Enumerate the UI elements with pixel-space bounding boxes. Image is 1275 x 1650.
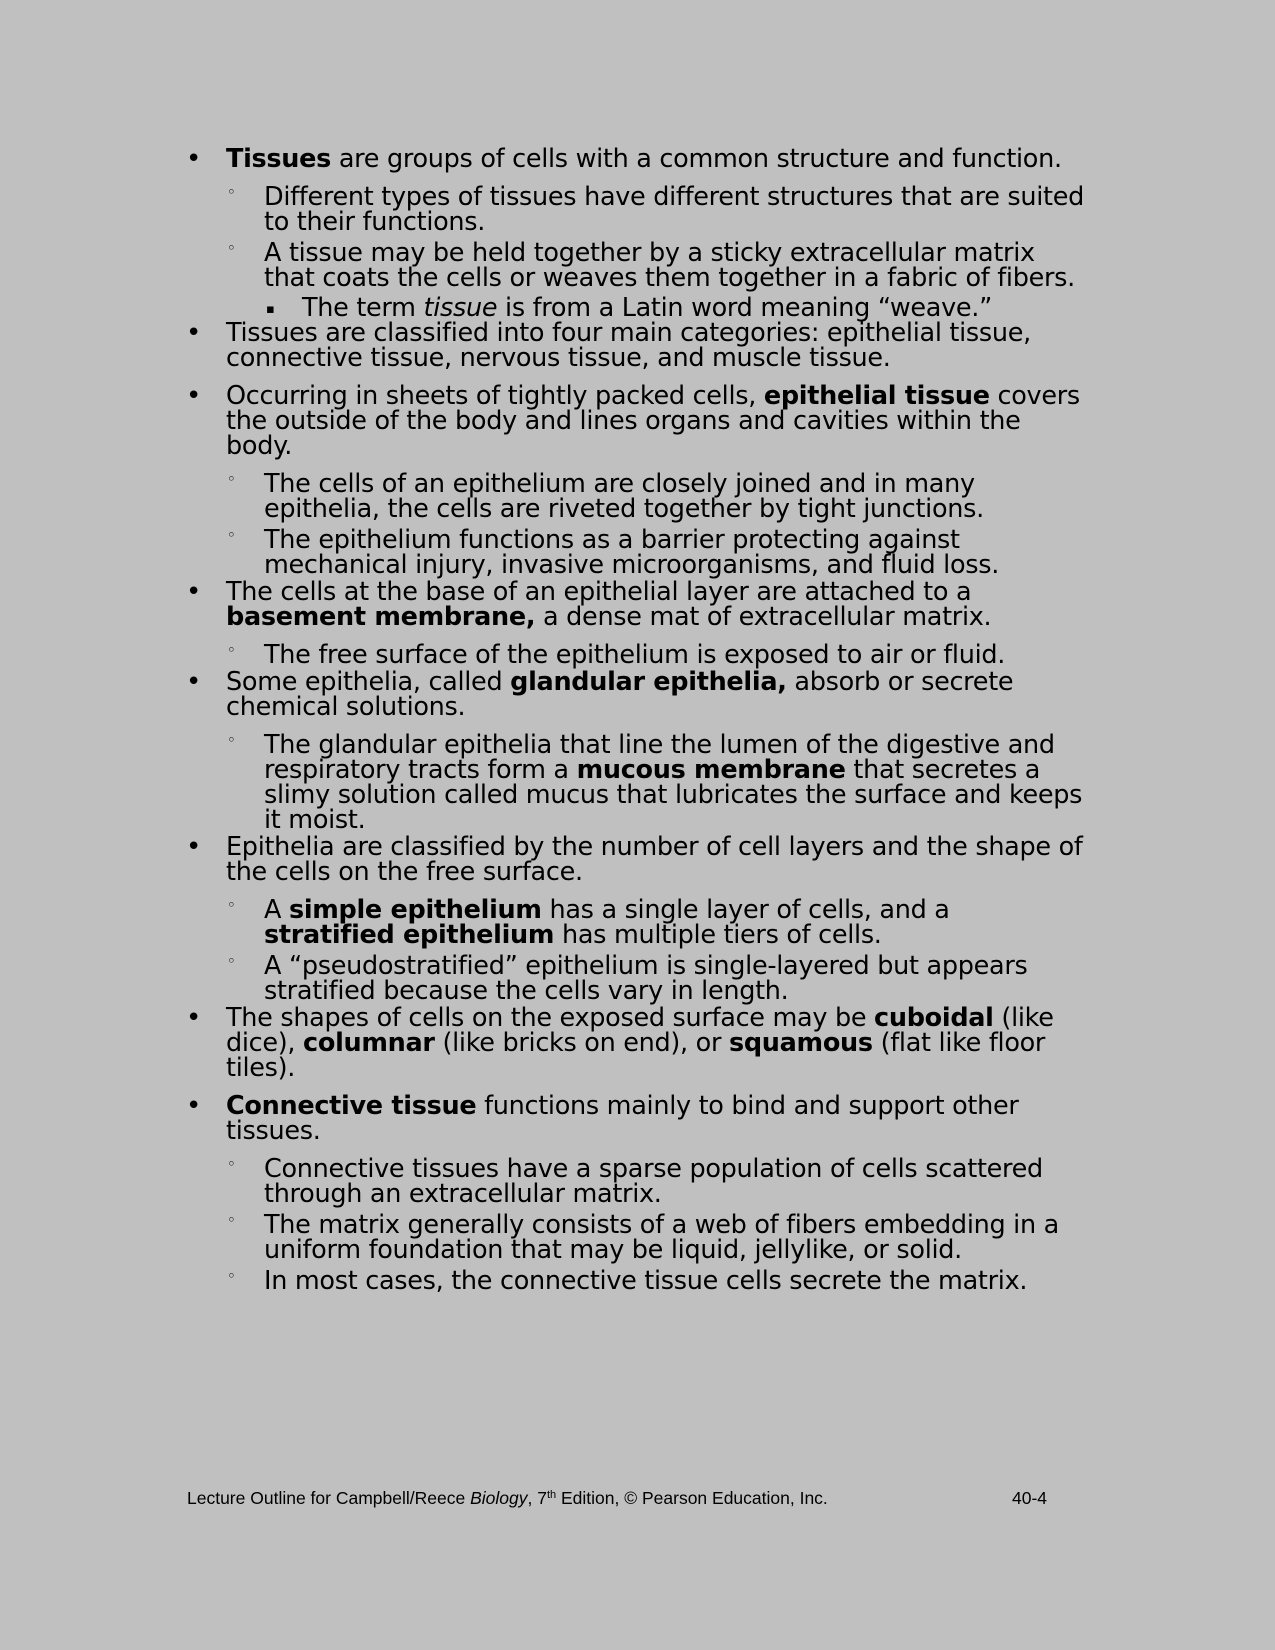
text-run: is from a Latin word meaning “weave.”	[497, 293, 992, 323]
bullet-icon: •	[186, 318, 202, 348]
outline-text	[226, 832, 1083, 887]
page-number: 40-4	[1012, 1488, 1048, 1508]
text-run: absorb or secrete chemical solutions.	[226, 667, 1014, 722]
footer-citation	[187, 1488, 828, 1509]
bold-term: squamous	[728, 1028, 873, 1058]
outline-item-level1	[186, 667, 1086, 722]
outline-item-level2	[186, 182, 1086, 237]
circle-bullet-icon: ◦	[227, 470, 236, 488]
outline-item-level2	[186, 469, 1086, 524]
outline-item-level1	[186, 577, 1086, 632]
outline-item-level1	[186, 381, 1086, 461]
circle-bullet-icon: ◦	[227, 1267, 236, 1285]
footer-sup: th	[546, 1489, 557, 1501]
circle-bullet-icon: ◦	[227, 183, 236, 201]
outline-text	[226, 381, 1080, 461]
footer-suffix: Edition, © Pearson Education, Inc.	[556, 1488, 828, 1508]
text-run: Different types of tissues have different structures that are suited to their functions.	[264, 182, 1084, 237]
bold-term: mucous membrane	[576, 755, 846, 785]
outline-text	[264, 469, 984, 524]
circle-bullet-icon: ◦	[227, 1155, 236, 1173]
text-run: A tissue may be held together by a sticky extracellular matrix that coats the cells or weaves them together in a fabric of fibers.	[264, 238, 1075, 293]
bullet-icon: •	[186, 667, 202, 697]
bold-term: basement membrane,	[226, 602, 536, 632]
text-run: functions mainly to bind and support other tissues.	[226, 1091, 1019, 1146]
text-run: Tissues are classified into four main categories: epithelial tissue, connective tissue, nervous tissue, and muscle tissue.	[226, 318, 1031, 373]
outline-text	[264, 238, 1075, 293]
text-run: The epithelium functions as a barrier protecting against mechanical injury, invasive microorganisms, and fluid loss.	[264, 525, 1000, 580]
bold-term: Tissues	[226, 144, 332, 174]
italic-term: tissue	[423, 293, 498, 323]
text-run: are groups of cells with a common structure and function.	[331, 144, 1062, 174]
bold-term: Connective tissue	[226, 1091, 477, 1121]
bold-term: cuboidal	[874, 1003, 994, 1033]
outline-text	[264, 640, 1005, 670]
bullet-icon: •	[186, 577, 202, 607]
outline-item-level2	[186, 525, 1086, 580]
outline-item-level2	[186, 1154, 1086, 1209]
outline-text	[226, 1091, 1019, 1146]
text-run: Epithelia are classified by the number of cell layers and the shape of the cells on the free surface.	[226, 832, 1083, 887]
text-run: that secretes a slimy solution called mucus that lubricates the surface and keeps it moist.	[264, 755, 1083, 835]
text-run: (like bricks on end), or	[434, 1028, 729, 1058]
text-run: A	[264, 895, 289, 925]
outline-text	[226, 667, 1013, 722]
circle-bullet-icon: ◦	[227, 731, 236, 749]
outline-item-level2	[186, 640, 1086, 670]
outline-item-level1	[186, 832, 1086, 887]
text-run: The free surface of the epithelium is exposed to air or fluid.	[264, 640, 1006, 670]
circle-bullet-icon: ◦	[227, 641, 236, 659]
bold-term: glandular epithelia,	[510, 667, 787, 697]
text-run: The cells at the base of an epithelial layer are attached to a	[226, 577, 972, 607]
circle-bullet-icon: ◦	[227, 239, 236, 257]
outline-text	[264, 895, 950, 950]
outline-item-level1	[186, 318, 1086, 373]
outline-item-level2	[186, 895, 1086, 950]
outline-text	[226, 577, 991, 632]
outline-text	[226, 144, 1062, 174]
bold-term: columnar	[303, 1028, 435, 1058]
circle-bullet-icon: ◦	[227, 896, 236, 914]
square-bullet-icon: ▪	[266, 302, 275, 317]
outline-text	[226, 1003, 1054, 1083]
text-run: (flat like floor tiles).	[226, 1028, 1046, 1083]
bullet-icon: •	[186, 1091, 202, 1121]
text-run: The term	[302, 293, 424, 323]
text-run: has a single layer of cells, and a	[541, 895, 950, 925]
outline-text	[264, 951, 1028, 1006]
footer-sep: , 7	[527, 1488, 547, 1508]
outline-item-level1	[186, 1003, 1086, 1083]
bold-term: stratified epithelium	[264, 920, 555, 950]
outline-text	[264, 1210, 1059, 1265]
bold-term: epithelial tissue	[763, 381, 990, 411]
bullet-icon: •	[186, 1003, 202, 1033]
footer-prefix: Lecture Outline for Campbell/Reece	[187, 1488, 471, 1508]
outline-text	[264, 182, 1084, 237]
outline-item-level2	[186, 1210, 1086, 1265]
outline-item-level2	[186, 951, 1086, 1006]
outline-item-level2	[186, 1266, 1086, 1296]
outline-item-level1	[186, 144, 1086, 174]
bold-term: simple epithelium	[288, 895, 542, 925]
bullet-icon: •	[186, 144, 202, 174]
outline-text	[264, 730, 1082, 835]
outline-item-level2	[186, 730, 1086, 835]
lecture-outline	[186, 144, 1086, 1296]
text-run: The shapes of cells on the exposed surface may be	[226, 1003, 875, 1033]
bullet-icon: •	[186, 832, 202, 862]
text-run: a dense mat of extracellular matrix.	[535, 602, 992, 632]
outline-text	[264, 525, 999, 580]
text-run: (like dice),	[226, 1003, 1054, 1058]
text-run: Occurring in sheets of tightly packed cells,	[226, 381, 764, 411]
text-run: The glandular epithelia that line the lumen of the digestive and respiratory tracts form a	[264, 730, 1055, 785]
text-run: The cells of an epithelium are closely joined and in many epithelia, the cells are riveted together by tight junctions.	[264, 469, 984, 524]
circle-bullet-icon: ◦	[227, 952, 236, 970]
outline-text	[264, 1266, 1027, 1296]
footer-book-title: Biology	[470, 1488, 528, 1508]
circle-bullet-icon: ◦	[227, 526, 236, 544]
text-run: Connective tissues have a sparse population of cells scattered through an extracellular matrix.	[264, 1154, 1043, 1209]
bullet-icon: •	[186, 381, 202, 411]
text-run: A “pseudostratified” epithelium is single-layered but appears stratified because the cells vary in length.	[264, 951, 1028, 1006]
text-run: covers the outside of the body and lines organs and cavities within the body.	[226, 381, 1080, 461]
text-run: In most cases, the connective tissue cells secrete the matrix.	[264, 1266, 1028, 1296]
outline-item-level1	[186, 1091, 1086, 1146]
text-run: has multiple tiers of cells.	[554, 920, 882, 950]
text-run: Some epithelia, called	[226, 667, 511, 697]
circle-bullet-icon: ◦	[227, 1211, 236, 1229]
outline-text	[226, 318, 1031, 373]
text-run: The matrix generally consists of a web of fibers embedding in a uniform foundation that may be liquid, jellylike, or solid.	[264, 1210, 1059, 1265]
outline-item-level2	[186, 238, 1086, 293]
outline-text	[264, 1154, 1043, 1209]
